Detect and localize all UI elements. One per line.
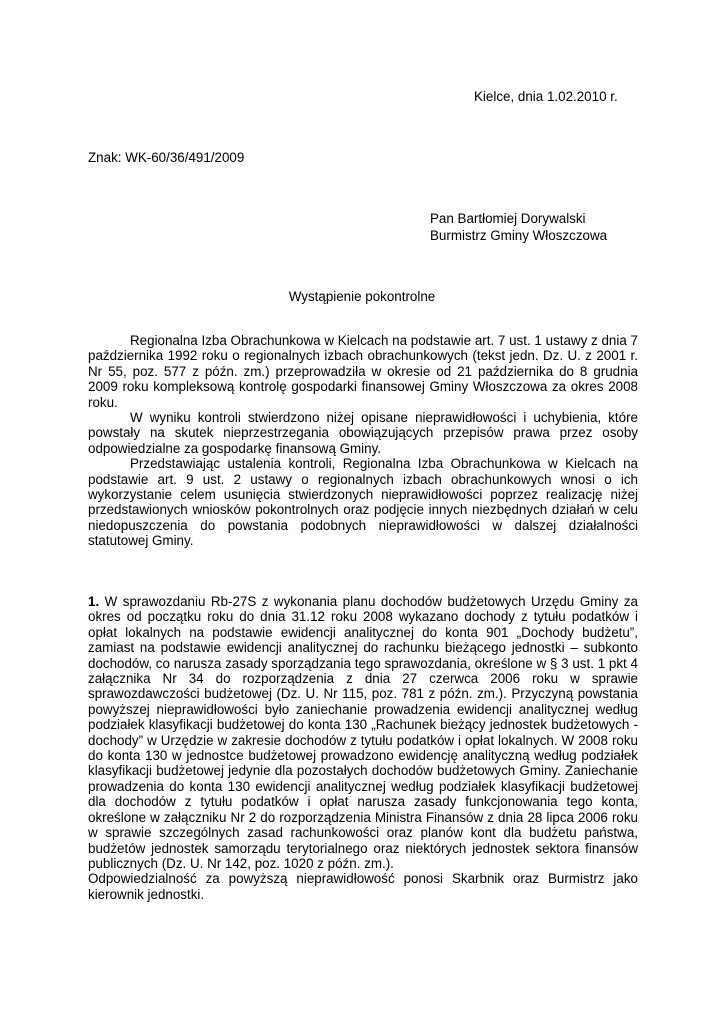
finding-section [88, 594, 638, 902]
finding-text: W sprawozdaniu Rb-27S z wykonania planu dochodów budżetowych Urzędu Gminy za okres od początku roku do dnia 31.12 roku 2008 wykazano dochody z tytułu podatków i opłat lokalnych na podstawie ewidencji analitycznej do konta 901 „Dochody budżetu”, zamiast na podstawie ewidencji analitycznej do rachunku bieżącego jednostki – subkonto dochodów, co narusza zasady sporządzania tego sprawozdania, określone w § 3 ust. 1 pkt 4 załącznika Nr 34 do rozporządzenia z dnia 27 czerwca 2006 roku w sprawie sprawozdawczości budżetowej (Dz. U. Nr 115, poz. 781 z późn. zm.). Przyczyną powstania powyższej nieprawidłowości było zaniechanie prowadzenia ewidencji analitycznej według podziałek klasyfikacji budżetowej do konta 130 „Rachunek bieżący jednostek budżetowych - dochody” w Urzędzie w zakresie dochodów z tytułu podatków i opłat lokalnych. W 2008 roku do konta 130 w jednostce budżetowej prowadzono ewidencję analityczną według podziałek klasyfikacji budżetowej jedynie dla pozostałych dochodów budżetowych Gminy. Zaniechanie prowadzenia do konta 130 ewidencji analitycznej według podziałek klasyfikacji budżetowej dla dochodów z tytułu podatków i opłat narusza zasady funkcjonowania tego konta, określone w załączniku Nr 2 do rozporządzenia Ministra Finansów z dnia 28 lipca 2006 roku w sprawie szczególnych zasad rachunkowości oraz planów kont dla budżetu państwa, budżetów jednostek samorządu terytorialnego oraz niektórych jednostek sektora finansów publicznych (Dz. U. Nr 142, poz. 1020 z późn. zm.). [88, 594, 638, 871]
intro-paragraph: Przedstawiając ustalenia kontroli, Regionalna Izba Obrachunkowa w Kielcach na podstawie art. 9 ust. 2 ustawy o regionalnych izbach obrachunkowych wnosi o ich wykorzystanie celem usunięcia stwierdzonych nieprawidłowości poprzez realizację niżej przedstawionych wniosków pokontrolnych oraz podjęcie innych niezbędnych działań w celu niedopuszczenia do powstania podobnych nieprawidłowości w dalszej działalności statutowej Gminy. [88, 456, 638, 549]
intro-section [88, 333, 638, 549]
finding-paragraph [88, 594, 638, 871]
document-title: Wystąpienie pokontrolne [288, 289, 436, 304]
finding-number: 1. [88, 594, 100, 609]
recipient-position: Burmistrz Gminy Włoszczowa [430, 228, 608, 243]
intro-paragraph: Regionalna Izba Obrachunkowa w Kielcach na podstawie art. 7 ust. 1 ustawy z dnia 7 października 1992 roku o regionalnych izbach obrachunkowych (tekst jedn. Dz. U. z 2001 r. Nr 55, poz. 577 z późn. zm.) przeprowadziła w okresie od 21 października do 8 grudnia 2009 roku kompleksową kontrolę gospodarki finansowej Gminy Włoszczowa za okres 2008 roku. [88, 333, 638, 410]
recipient-name: Pan Bartłomiej Dorywalski [430, 211, 586, 226]
reference-number: Znak: WK-60/36/491/2009 [88, 150, 245, 165]
finding-responsibility: Odpowiedzialność za powyższą nieprawidłowość ponosi Skarbnik oraz Burmistrz jako kierownik jednostki. [88, 871, 638, 902]
date-line: Kielce, dnia 1.02.2010 r. [474, 89, 618, 104]
intro-paragraph: W wyniku kontroli stwierdzono niżej opisane nieprawidłowości i uchybienia, które powstały na skutek nieprzestrzegania obowiązujących przepisów prawa przez osoby odpowiedzialne za gospodarkę finansową Gminy. [88, 410, 638, 456]
recipient-block [430, 210, 607, 244]
